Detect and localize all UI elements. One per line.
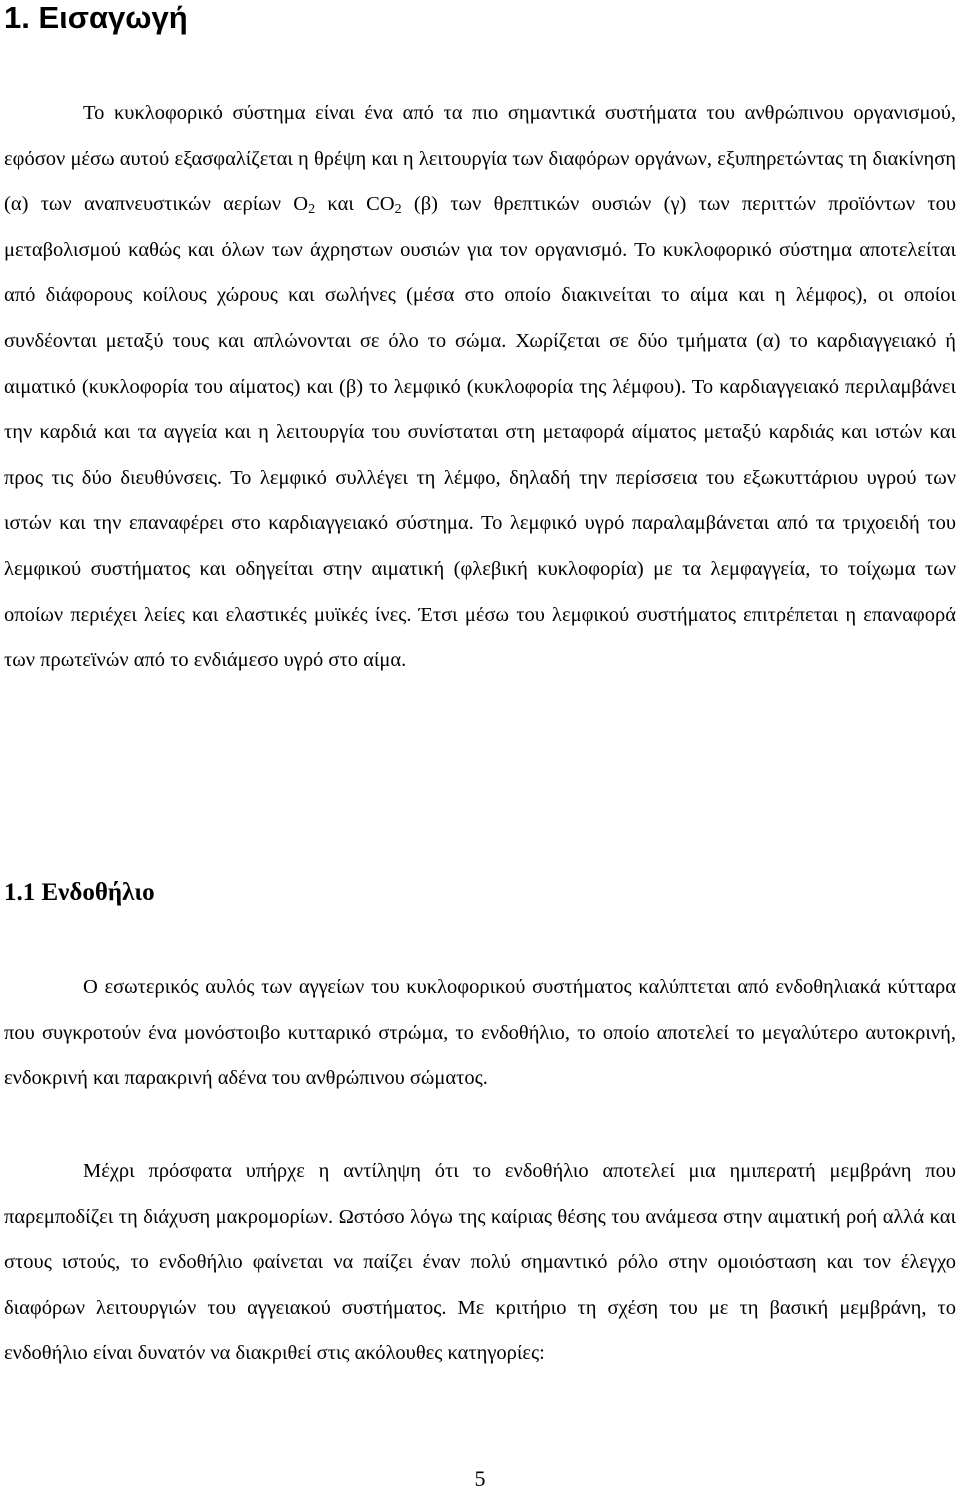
co2-subscript: 2 bbox=[394, 202, 402, 218]
subsection-heading: 1.1 Ενδοθήλιο bbox=[4, 879, 155, 906]
endothelium-paragraph-1: Ο εσωτερικός αυλός των αγγείων του κυκλοφορικού συστήματος καλύπτεται από ενδοθηλιακά κύτταρα που συγκροτούν ένα μονόστοιβο κυτταρικό στρώμα, το ενδοθήλιο, το οποίο αποτελεί το μεγαλύτερο αυτοκρινή, ενδοκρινή και παρακρινή αδένα του ανθρώπινου σώματος. bbox=[4, 976, 956, 1090]
section-heading: 1. Εισαγωγή bbox=[4, 0, 188, 35]
page-number: 5 bbox=[474, 1466, 486, 1491]
intro-text-part3: (β) των θρεπτικών ουσιών (γ) των περιττών προϊόντων του μεταβολισμού καθώς και όλων των άχρηστων ουσιών για τον οργανισμό. Το κυκλοφορικό σύστημα αποτελείται από διάφορους κοίλους χώρους και σωλήνες (μέσα στο οποίο διακινείται το αίμα και η λέμφος), οι οποίοι συνδέονται μεταξύ τους και απλώνονται σε όλο το σώμα. Χωρίζεται σε δύο τμήματα (α) το καρδιαγγειακό ή αιματικό (κυκλοφορία του αίματος) και (β) το λεμφικό (κυκλοφορία της λέμφου). Το καρδιαγγειακό περιλαμβάνει την καρδιά και τα αγγεία και η λειτουργία του συνίσταται στη μεταφορά αίματος μεταξύ καρδιάς και ιστών και προς τις δύο διευθύνσεις. Το λεμφικό συλλέγει τη λέμφο, δηλαδή την περίσσεια του εξωκυττάριου υγρού των ιστών και την επαναφέρει στο καρδιαγγειακό σύστημα. Το λεμφικό υγρό παραλαμβάνεται από τα τριχοειδή του λεμφικού συστήματος και οδηγείται στην αιματική (φλεβική κυκλοφορία) με τα λεμφαγγεία, το τοίχωμα των οποίων περιέχει λείες και ελαστικές μυϊκές ίνες. Έτσι μέσω του λεμφικού συστήματος επιτρέπεται η επαναφορά των πρωτεϊνών από το ενδιάμεσο υγρό στο αίμα. bbox=[4, 193, 956, 672]
endothelium-paragraph-2: Μέχρι πρόσφατα υπήρχε η αντίληψη ότι το ενδοθήλιο αποτελεί μια ημιπερατή μεμβράνη που παρεμποδίζει τη διάχυση μακρομορίων. Ωστόσο λόγω της καίριας θέσης του ανάμεσα στην αιματική ροή αλλά και στους ιστούς, το ενδοθήλιο φαίνεται να παίζει έναν πολύ σημαντικό ρόλο στην ομοιόσταση και τον έλεγχο διαφόρων λειτουργιών του αγγειακού συστήματος. Με κριτήριο τη σχέση του με τη βασική μεμβράνη, το ενδοθήλιο είναι δυνατόν να διακριθεί στις ακόλουθες κατηγορίες: bbox=[4, 1160, 956, 1365]
intro-text-part2: και CO bbox=[315, 193, 395, 216]
oxygen-subscript: 2 bbox=[308, 202, 316, 218]
intro-text-part1: Το κυκλοφορικό σύστημα είναι ένα από τα πιο σημαντικά συστήματα του ανθρώπινου οργανισμού, εφόσον μέσω αυτού εξασφαλίζεται η θρέψη και η λειτουργία των διαφόρων οργάνων, εξυπηρετώντας τη διακίνηση (α) των αναπνευστικών αερίων O bbox=[4, 102, 956, 216]
intro-paragraph bbox=[4, 91, 956, 684]
